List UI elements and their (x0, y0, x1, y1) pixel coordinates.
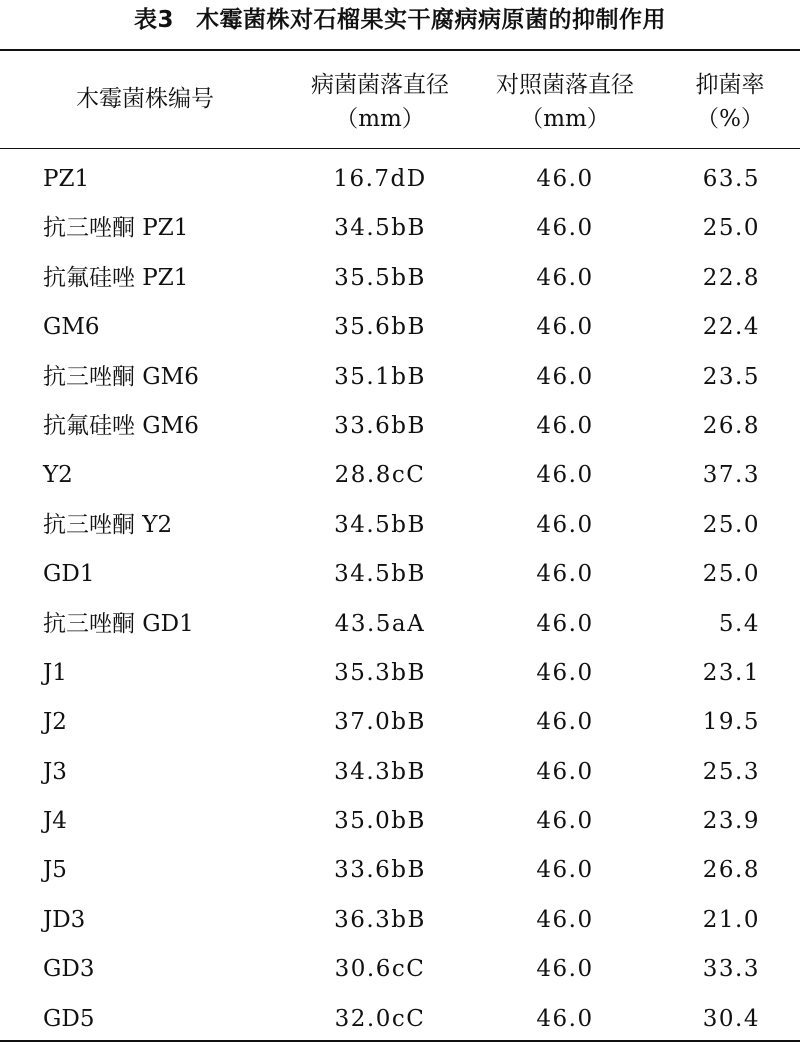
table-row (0, 695, 800, 744)
header-control-label: 对照菌落直径 (496, 72, 634, 98)
table-row (0, 251, 800, 300)
table-row (0, 152, 800, 201)
control-cell: 46.0 (536, 264, 594, 291)
diameter-cell: 33.6bB (334, 412, 426, 439)
table-row (0, 893, 800, 942)
top-rule (0, 49, 800, 51)
table-row (0, 992, 800, 1041)
header-control-unit: （mm） (520, 106, 610, 132)
table-row (0, 597, 800, 646)
strain-cell: J1 (43, 659, 67, 686)
strain-cell: 抗三唑酮 GM6 (43, 363, 199, 390)
control-cell: 46.0 (536, 808, 594, 835)
control-cell: 46.0 (536, 363, 594, 390)
rate-cell: 23.9 (702, 808, 760, 835)
control-cell: 46.0 (536, 906, 594, 933)
strain-cell: 抗三唑酮 GD1 (43, 610, 194, 637)
rate-cell: 5.4 (718, 610, 760, 637)
rate-cell: 22.4 (702, 314, 760, 341)
table-row (0, 498, 800, 547)
table-body (0, 152, 800, 1041)
control-cell: 46.0 (536, 511, 594, 538)
control-cell: 46.0 (536, 561, 594, 588)
header-control (470, 68, 660, 136)
header-rate (660, 68, 800, 136)
strain-cell: 抗氟硅唑 GM6 (43, 412, 199, 439)
rate-cell: 23.1 (702, 659, 760, 686)
control-cell: 46.0 (536, 166, 594, 192)
header-diameter (290, 68, 470, 136)
control-cell: 46.0 (536, 610, 594, 637)
rate-cell: 23.5 (702, 363, 760, 390)
control-cell: 46.0 (536, 956, 594, 983)
diameter-cell: 32.0cC (334, 1005, 426, 1032)
strain-cell: GD3 (43, 956, 95, 983)
diameter-cell: 16.7dD (333, 166, 427, 192)
table-row (0, 350, 800, 399)
table-row (0, 201, 800, 250)
strain-cell: J4 (43, 808, 67, 835)
diameter-cell: 37.0bB (334, 709, 426, 736)
header-strain (0, 82, 290, 116)
rate-cell: 25.0 (702, 561, 760, 588)
rate-cell: 22.8 (702, 264, 760, 291)
header-diameter-label: 病菌菌落直径 (311, 72, 449, 98)
strain-cell: 抗三唑酮 PZ1 (43, 215, 189, 242)
table-row (0, 399, 800, 448)
diameter-cell: 43.5aA (334, 610, 426, 637)
table-row (0, 745, 800, 794)
strain-cell: J5 (43, 857, 67, 884)
table-row (0, 794, 800, 843)
rate-cell: 19.5 (702, 709, 760, 736)
diameter-cell: 35.0bB (334, 808, 426, 835)
control-cell: 46.0 (536, 215, 594, 242)
strain-cell: J2 (43, 709, 67, 736)
control-cell: 46.0 (536, 659, 594, 686)
strain-cell: Y2 (43, 462, 73, 489)
strain-cell: 抗三唑酮 Y2 (43, 511, 173, 538)
diameter-cell: 36.3bB (334, 906, 426, 933)
diameter-cell: 35.1bB (334, 363, 426, 390)
table-row (0, 843, 800, 892)
table-caption (0, 3, 800, 37)
diameter-cell: 35.3bB (334, 659, 426, 686)
control-cell: 46.0 (536, 758, 594, 785)
strain-cell: PZ1 (43, 166, 90, 192)
diameter-cell: 34.5bB (334, 511, 426, 538)
rate-cell: 25.3 (702, 758, 760, 785)
header-rate-unit: （%） (696, 106, 764, 132)
rate-cell: 26.8 (702, 412, 760, 439)
rate-cell: 25.0 (702, 511, 760, 538)
table-title: 木霉菌株对石榴果实干腐病病原菌的抑制作用 (196, 7, 666, 33)
strain-cell: JD3 (43, 906, 86, 933)
rate-cell: 25.0 (702, 215, 760, 242)
rate-cell: 30.4 (702, 1005, 760, 1032)
table-row (0, 942, 800, 991)
diameter-cell: 34.3bB (334, 758, 426, 785)
diameter-cell: 34.5bB (334, 561, 426, 588)
control-cell: 46.0 (536, 412, 594, 439)
diameter-cell: 33.6bB (334, 857, 426, 884)
header-strain-label: 木霉菌株编号 (76, 86, 214, 112)
strain-cell: GM6 (43, 314, 100, 341)
table-row (0, 646, 800, 695)
control-cell: 46.0 (536, 709, 594, 736)
control-cell: 46.0 (536, 1005, 594, 1032)
header-diameter-unit: （mm） (335, 106, 425, 132)
diameter-cell: 35.5bB (334, 264, 426, 291)
bottom-rule (0, 1040, 800, 1042)
table-row (0, 448, 800, 497)
table-number: 表3 (133, 7, 174, 33)
rate-cell: 26.8 (702, 857, 760, 884)
control-cell: 46.0 (536, 462, 594, 489)
table-row (0, 300, 800, 349)
rate-cell: 63.5 (702, 166, 760, 192)
header-rate-label: 抑菌率 (695, 72, 765, 98)
control-cell: 46.0 (536, 314, 594, 341)
strain-cell: 抗氟硅唑 PZ1 (43, 264, 189, 291)
control-cell: 46.0 (536, 857, 594, 884)
diameter-cell: 34.5bB (334, 215, 426, 242)
strain-cell: GD1 (43, 561, 95, 588)
header-rule (0, 148, 800, 149)
strain-cell: GD5 (43, 1005, 95, 1032)
rate-cell: 33.3 (702, 956, 760, 983)
diameter-cell: 35.6bB (334, 314, 426, 341)
diameter-cell: 28.8cC (334, 462, 426, 489)
strain-cell: J3 (43, 758, 67, 785)
diameter-cell: 30.6cC (334, 956, 426, 983)
rate-cell: 37.3 (702, 462, 760, 489)
rate-cell: 21.0 (702, 906, 760, 933)
table-row (0, 547, 800, 596)
